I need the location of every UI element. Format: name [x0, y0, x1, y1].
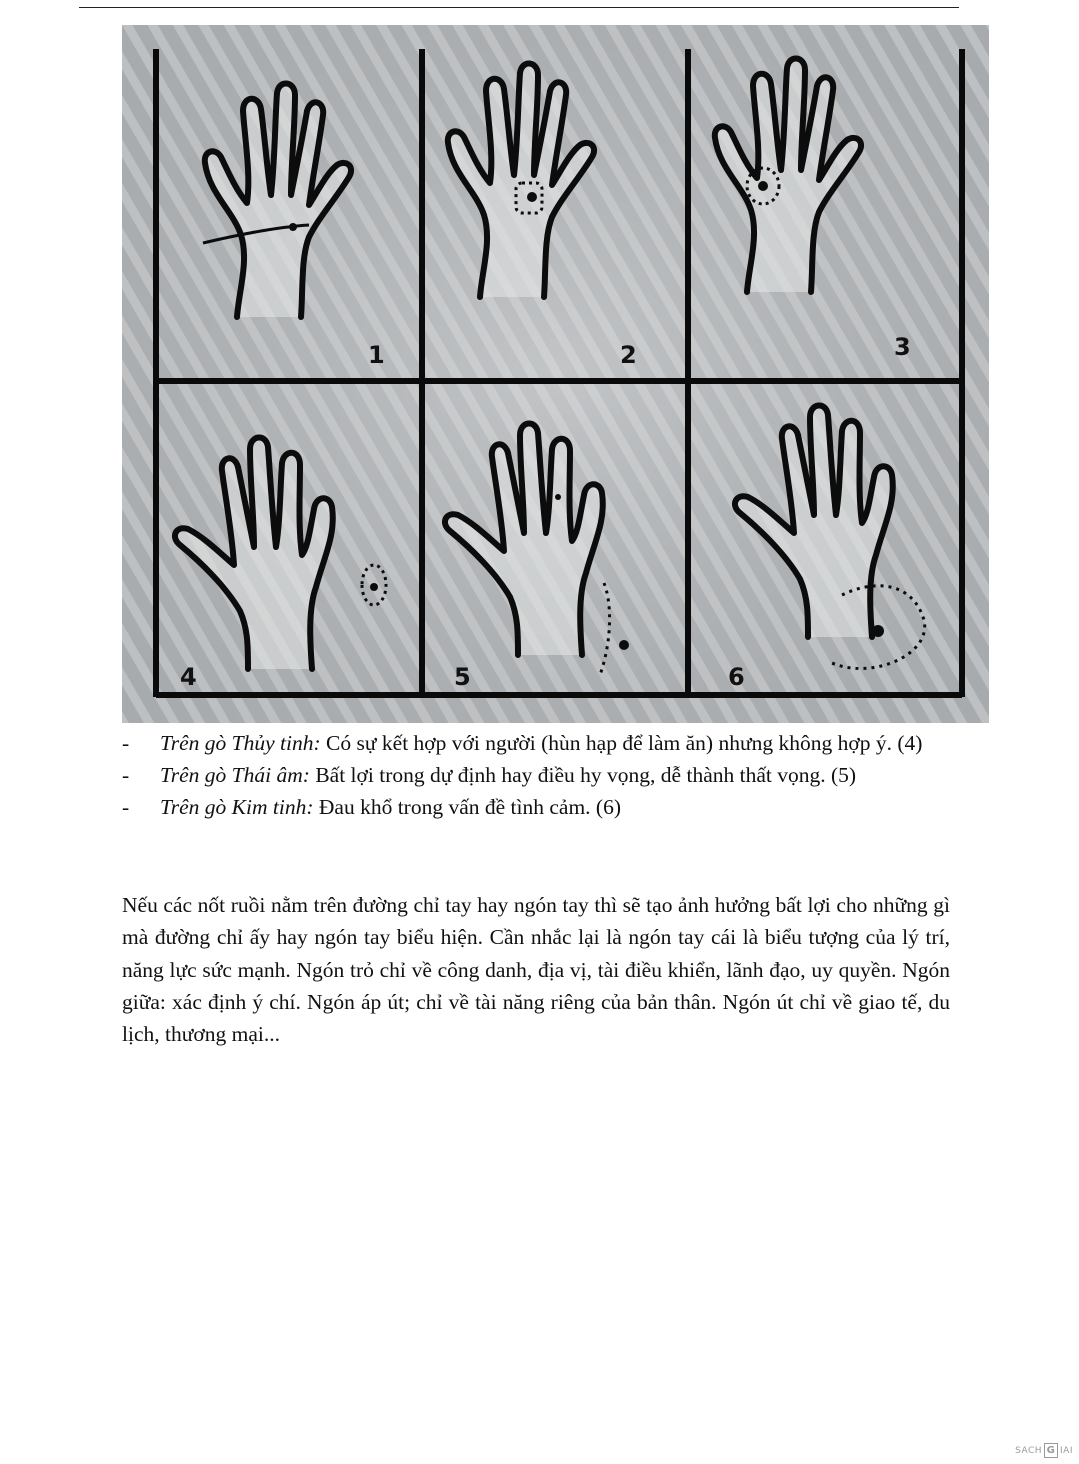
palmistry-figure-svg	[122, 25, 989, 723]
panel-number-5: 5	[454, 663, 471, 691]
panel-number-4: 4	[180, 663, 197, 691]
top-rule	[79, 7, 959, 8]
bullet-dash: -	[122, 731, 130, 755]
watermark-left: SACH	[1015, 1445, 1043, 1456]
panel-number-1: 1	[368, 341, 385, 369]
watermark-mark: G	[1044, 1443, 1058, 1458]
bullet-item	[122, 727, 950, 759]
watermark-logo	[1015, 1443, 1073, 1458]
bullet-text: Đau khổ trong vấn đề tình cảm. (6)	[313, 795, 622, 819]
bullet-term: Trên gò Thái âm:	[160, 763, 310, 787]
bullet-text: Có sự kết hợp với người (hùn hạp để làm ăn) nhưng không hợp ý. (4)	[320, 731, 923, 755]
bullet-term: Trên gò Kim tinh:	[160, 795, 314, 819]
bullet-item	[122, 759, 950, 791]
palmistry-figure	[122, 25, 989, 723]
bullet-text: Bất lợi trong dự định hay điều hy vọng, dễ thành thất vọng. (5)	[309, 763, 857, 787]
bullet-term: Trên gò Thủy tinh:	[160, 731, 321, 755]
panel-number-2: 2	[620, 341, 637, 369]
bullet-dash: -	[122, 763, 130, 787]
panel-number-6: 6	[728, 663, 745, 691]
body-paragraph: Nếu các nốt ruồi nằm trên đường chỉ tay hay ngón tay thì sẽ tạo ảnh hưởng bất lợi cho những gì mà đường chỉ ấy hay ngón tay biểu hiện. Cần nhắc lại là ngón tay cái là biểu tượng của lý trí, năng lực sức mạnh. Ngón trỏ chỉ về công danh, địa vị, tài điều khiển, lãnh đạo, uy quyền. Ngón giữa: xác định ý chí. Ngón áp út; chỉ về tài năng riêng của bản thân. Ngón út chỉ về giao tế, du lịch, thương mại...	[122, 893, 950, 1047]
bullet-list	[122, 727, 950, 823]
panel-number-3: 3	[894, 333, 911, 361]
watermark-right: IAI	[1060, 1445, 1073, 1456]
bullet-dash: -	[122, 795, 130, 819]
bullet-item	[122, 791, 950, 823]
